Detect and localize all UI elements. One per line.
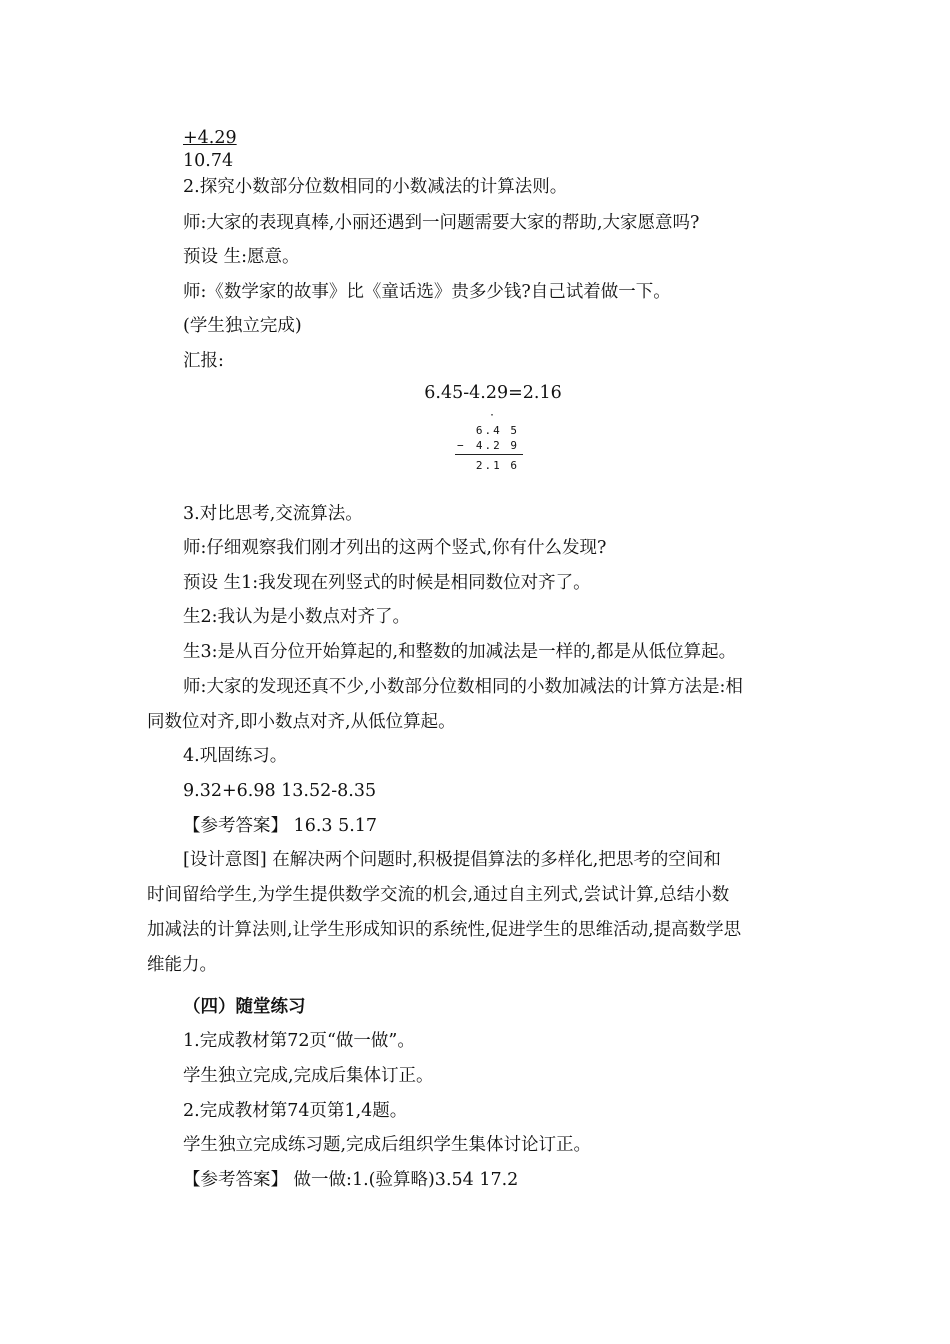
exercise-line: 2.完成教材第74页第1,4题。	[183, 1101, 408, 1121]
section-title: （四）随堂练习	[183, 997, 306, 1017]
difference: 2.1 6	[475, 459, 519, 472]
borrow-dot: ·	[488, 410, 495, 421]
section-heading-4: 4.巩固练习。	[183, 746, 288, 766]
practice-line: 9.32+6.98 13.52-8.35	[183, 781, 377, 801]
exercise-line: 1.完成教材第72页“做一做”。	[183, 1031, 415, 1051]
section-heading-3: 3.对比思考,交流算法。	[183, 504, 363, 524]
exercise-line: 学生独立完成练习题,完成后组织学生集体讨论订正。	[183, 1135, 592, 1155]
teacher-line: 师:仔细观察我们刚才列出的这两个竖式,你有什么发现?	[183, 538, 607, 558]
teacher-line: 师:大家的表现真棒,小丽还遇到一问题需要大家的帮助,大家愿意吗?	[183, 213, 700, 233]
design-intent-cont: 加减法的计算法则,让学生形成知识的系统性,促进学生的思维活动,提高数学思	[147, 920, 742, 940]
report-label: 汇报:	[183, 351, 224, 371]
answer-line: 【参考答案】 16.3 5.17	[183, 816, 378, 836]
minus-sign: −	[457, 439, 464, 452]
teacher-line: 师:《数学家的故事》比《童话选》贵多少钱?自己试着做一下。	[183, 282, 671, 302]
answer-line: 【参考答案】 做一做:1.(验算略)3.54 17.2	[183, 1170, 519, 1190]
minuend: 6.4 5	[475, 424, 519, 437]
design-intent-cont: 维能力。	[147, 955, 217, 975]
exercise-line: 学生独立完成,完成后集体订正。	[183, 1066, 434, 1086]
sum-line: 10.74	[183, 151, 234, 171]
student-line: 生3:是从百分位开始算起的,和整数的加减法是一样的,都是从低位算起。	[183, 642, 737, 662]
addend-line: +4.29	[183, 128, 237, 148]
design-intent-cont: 时间留给学生,为学生提供数学交流的机会,通过自主列式,尝试计算,总结小数	[147, 885, 730, 905]
teacher-line: 师:大家的发现还真不少,小数部分位数相同的小数加减法的计算方法是:相	[183, 677, 743, 697]
design-intent: [设计意图] 在解决两个问题时,积极提倡算法的多样化,把思考的空间和	[183, 850, 721, 870]
vertical-subtraction	[455, 410, 525, 474]
preset-line: 预设 生:愿意。	[183, 247, 300, 267]
result-rule	[455, 454, 523, 455]
student-line: 生2:我认为是小数点对齐了。	[183, 607, 411, 627]
teacher-line-cont: 同数位对齐,即小数点对齐,从低位算起。	[147, 712, 456, 732]
note-line: (学生独立完成)	[183, 316, 302, 336]
subtrahend: 4.2 9	[475, 439, 519, 452]
preset-line: 预设 生1:我发现在列竖式的时候是相同数位对齐了。	[183, 573, 591, 593]
section-heading-2: 2.探究小数部分位数相同的小数减法的计算法则。	[183, 177, 568, 197]
equation: 6.45-4.29=2.16	[424, 383, 562, 403]
